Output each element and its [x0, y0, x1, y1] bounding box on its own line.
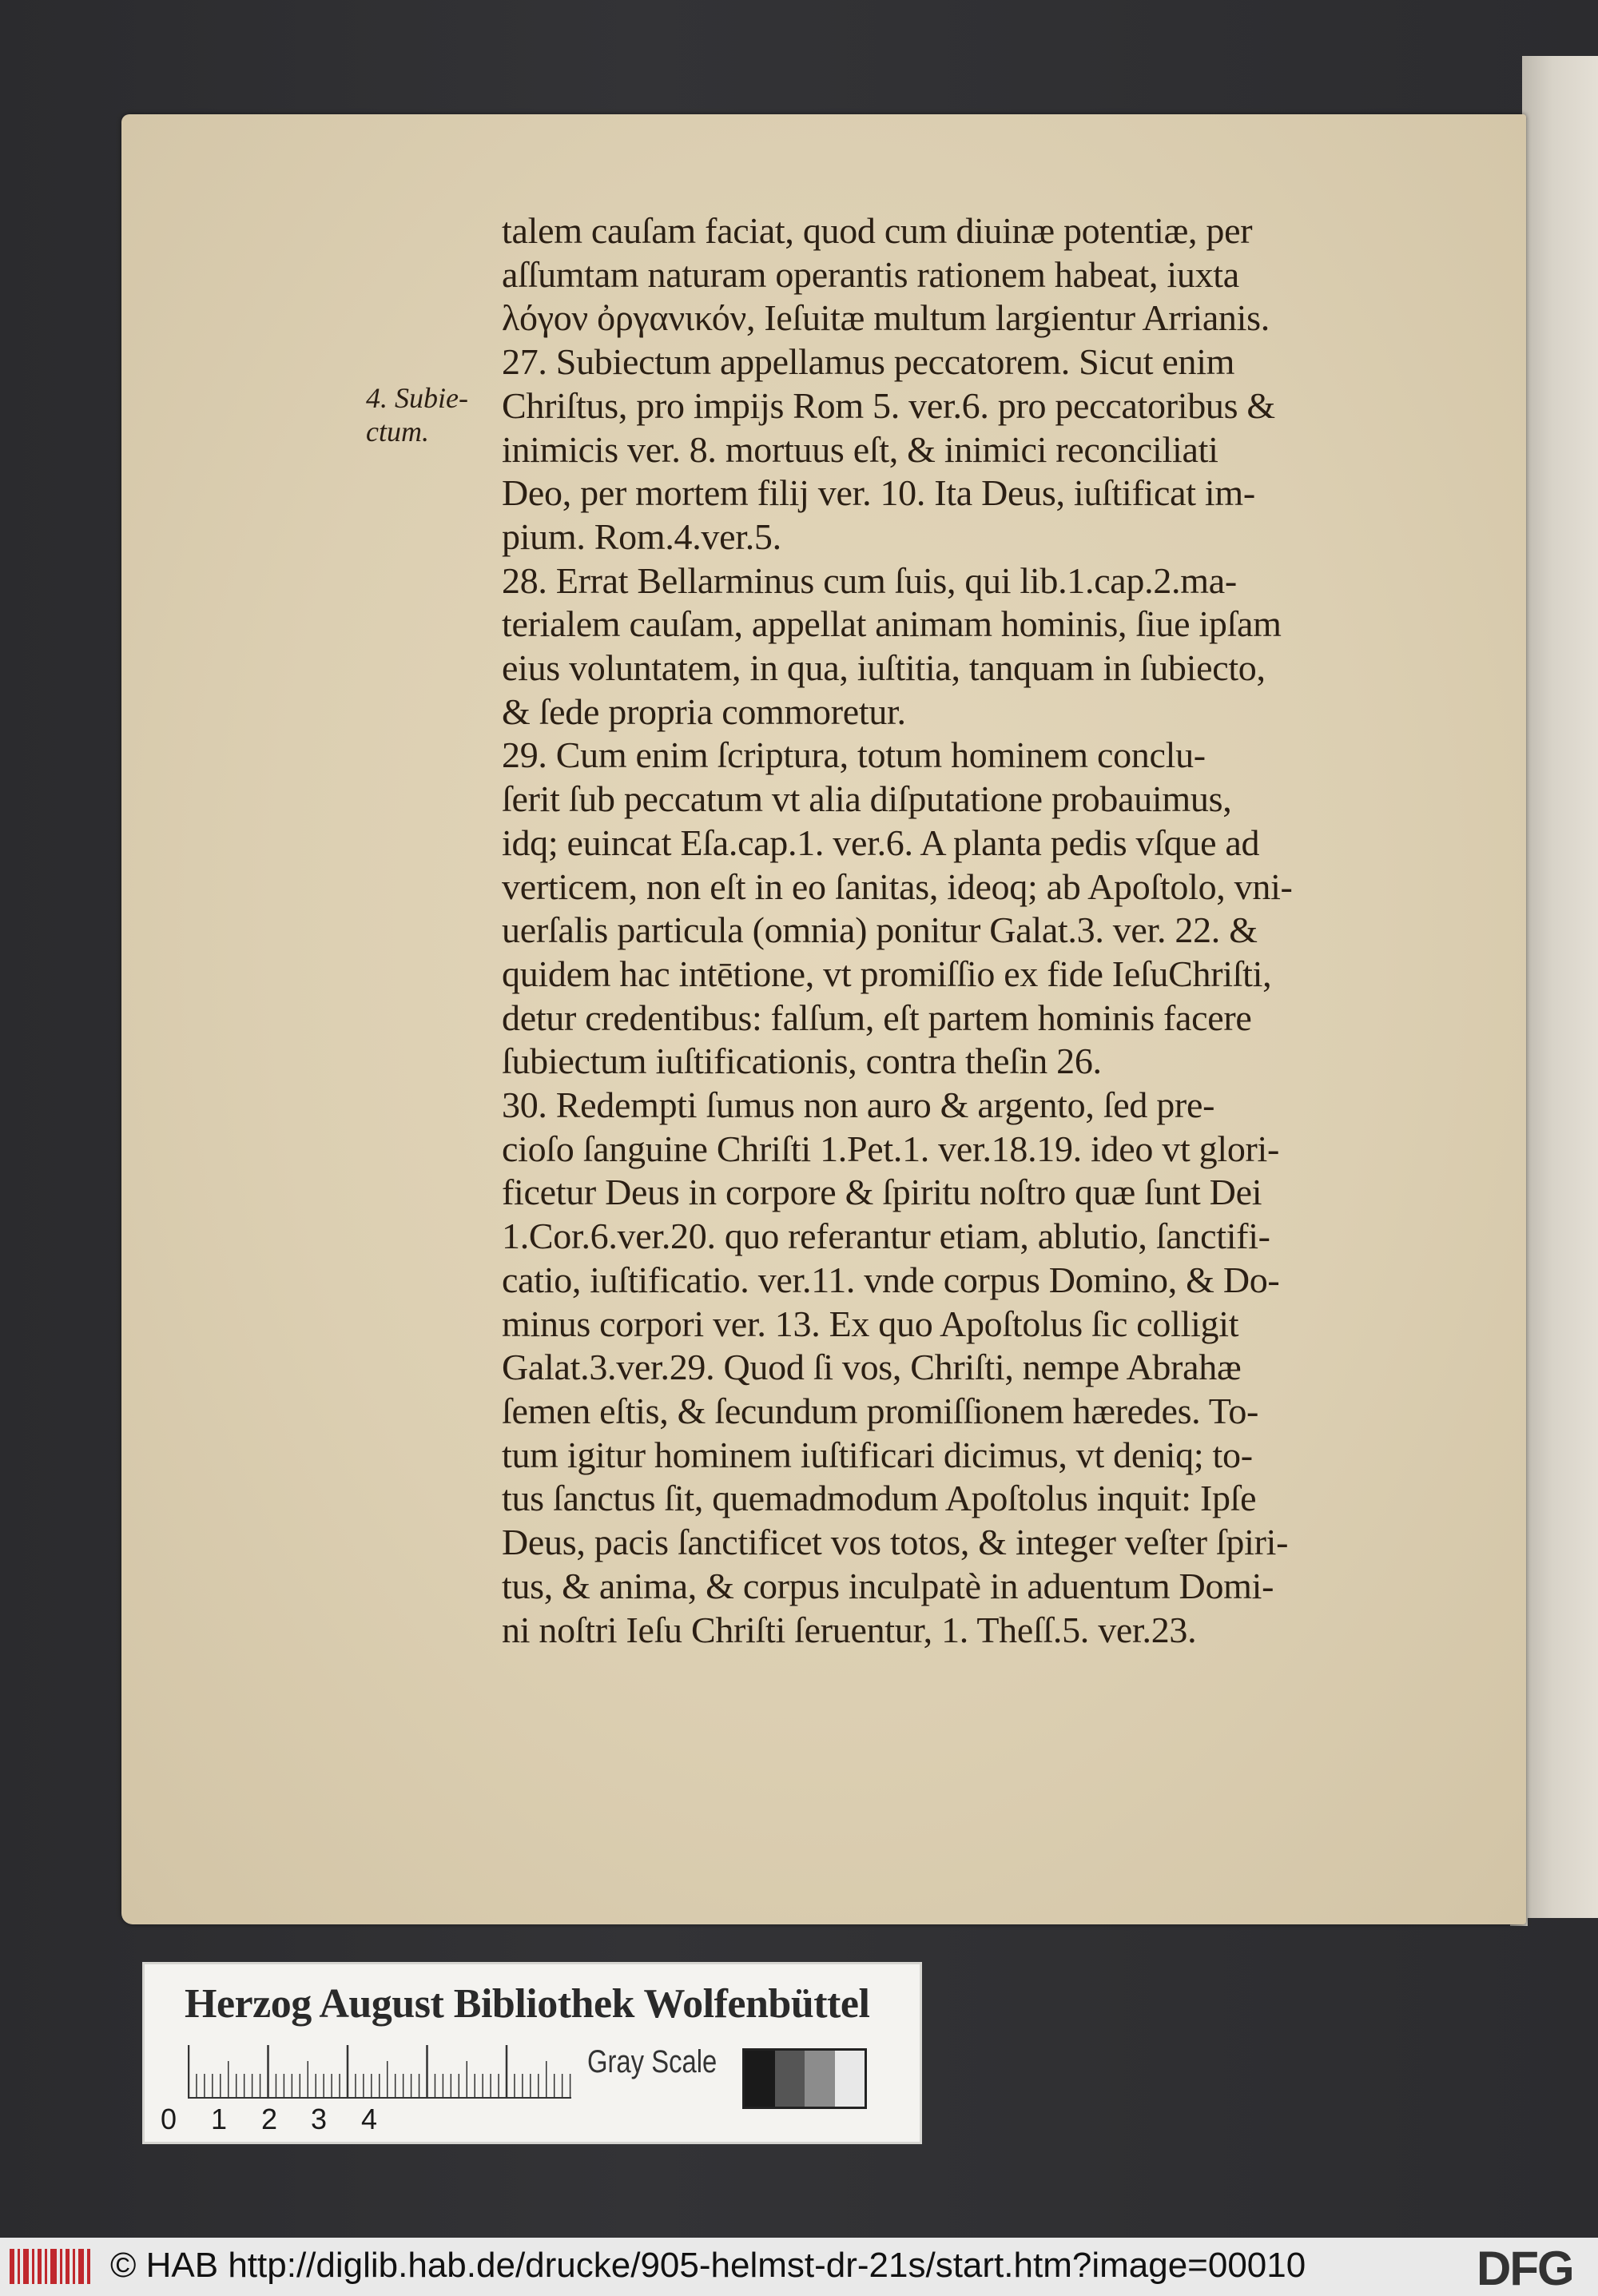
- text-line: Chriſtus, pro impijs Rom 5. ver.6. pro peccatoribus &: [502, 384, 1275, 426]
- text-line: detur credentibus: falſum, eſt partem hominis facere: [502, 997, 1252, 1038]
- text-line: 1.Cor.6.ver.20. quo referantur etiam, ablutio, ſanctifi-: [502, 1216, 1270, 1257]
- text-line: verticem, non eſt in eo ſanitas, ideoq; ab Apoſtolo, vni-: [502, 865, 1293, 907]
- text-line: quidem hac intētione, vt promiſſio ex fide IeſuChriſti,: [502, 953, 1272, 994]
- text-line: Galat.3.ver.29. Quod ſi vos, Chriſti, nempe Abrahæ: [502, 1347, 1242, 1388]
- text-line: & ſede propria commoretur.: [502, 690, 906, 732]
- text-line: tus, & anima, & corpus inculpatè in aduentum Domi-: [502, 1565, 1274, 1606]
- text-line: 29. Cum enim ſcriptura, totum hominem conclu-: [502, 734, 1206, 776]
- marginal-note-line: 4. Subie-: [366, 382, 468, 414]
- text-line: eius voluntatem, in qua, iuſtitia, tanquam in ſubiecto,: [502, 647, 1266, 689]
- text-line: ſerit ſub peccatum vt alia diſputatione probauimus,: [502, 778, 1232, 820]
- text-line: Deo, per mortem filij ver. 10. Ita Deus, iuſtificat im-: [502, 472, 1255, 514]
- text-line: pium. Rom.4.ver.5.: [502, 515, 781, 557]
- barcode-icon: [10, 2246, 99, 2287]
- adjacent-page: [1522, 56, 1598, 1918]
- text-line: aſſumtam naturam operantis rationem habeat, iuxta: [502, 253, 1239, 295]
- text-line: 30. Redempti ſumus non auro & argento, ſed pre-: [502, 1084, 1215, 1126]
- dfg-logo: DFG: [1477, 2242, 1573, 2295]
- footer-copyright-url[interactable]: © HAB http://diglib.hab.de/drucke/905-helmst-dr-21s/start.htm?image=00010: [110, 2246, 1306, 2285]
- text-line: catio, iuſtificatio. ver.11. vnde corpus Domino, & Do-: [502, 1259, 1280, 1300]
- grayscale-swatch: [805, 2051, 835, 2107]
- grayscale-swatch: [775, 2051, 805, 2107]
- ruler-number: 4: [361, 2103, 378, 2135]
- text-line: 27. Subiectum appellamus peccatorem. Sicut enim: [502, 341, 1235, 383]
- marginal-note: [366, 381, 502, 448]
- grayscale-swatch: [745, 2051, 775, 2107]
- text-line: inimicis ver. 8. mortuus eſt, & inimici reconciliati: [502, 428, 1218, 470]
- footer-bar: [0, 2238, 1598, 2296]
- text-line: minus corpori ver. 13. Ex quo Apoſtolus ſic colligit: [502, 1303, 1239, 1344]
- text-line: terialem cauſam, appellat animam hominis, ſiue ipſam: [502, 603, 1282, 645]
- ruler-number: 3: [311, 2103, 328, 2135]
- color-calibration-card: [142, 1962, 922, 2144]
- ruler-number: 0: [161, 2103, 177, 2135]
- text-line: tum igitur hominem iuſtificari dicimus, vt deniq; to-: [502, 1434, 1253, 1475]
- text-line: Deus, pacis ſanctificet vos totos, & integer veſter ſpiri-: [502, 1522, 1289, 1563]
- grayscale-label: Gray Scale: [587, 2044, 718, 2079]
- ruler-number: 1: [211, 2103, 228, 2135]
- grayscale-patch: [742, 2048, 867, 2109]
- page-text: [502, 209, 1405, 1652]
- library-name: Herzog August Bibliothek Wolfenbüttel: [185, 1981, 870, 2027]
- text-line: cioſo ſanguine Chriſti 1.Pet.1. ver.18.19. ideo vt glori-: [502, 1128, 1280, 1169]
- text-line: ſubiectum iuſtificationis, contra theſin 26.: [502, 1041, 1102, 1082]
- text-line: ficetur Deus in corpore & ſpiritu noſtro quæ ſunt Dei: [502, 1172, 1262, 1213]
- text-line: tus ſanctus ſit, quemadmodum Apoſtolus inquit: Ipſe: [502, 1478, 1257, 1519]
- text-line: λόγον ὀργανικόν, Ieſuitæ multum largientur Arrianis.: [502, 297, 1270, 339]
- text-line: uerſalis particula (omnia) ponitur Galat.3. ver. 22. &: [502, 909, 1258, 951]
- text-line: ni noſtri Ieſu Chriſti ſeruentur, 1. Theſſ.5. ver.23.: [502, 1609, 1197, 1650]
- text-line: ſemen eſtis, & ſecundum promiſſionem hæredes. To-: [502, 1390, 1259, 1431]
- grayscale-swatch: [835, 2051, 865, 2107]
- text-line: idq; euincat Eſa.cap.1. ver.6. A planta pedis vſque ad: [502, 822, 1260, 863]
- marginal-note-line: ctum.: [366, 416, 429, 448]
- text-line: talem cauſam faciat, quod cum diuinæ potentiæ, per: [502, 210, 1253, 251]
- ruler-scale: [188, 2042, 571, 2099]
- text-line: 28. Errat Bellarminus cum ſuis, qui lib.1.cap.2.ma-: [502, 559, 1237, 601]
- ruler-number: 2: [261, 2103, 278, 2135]
